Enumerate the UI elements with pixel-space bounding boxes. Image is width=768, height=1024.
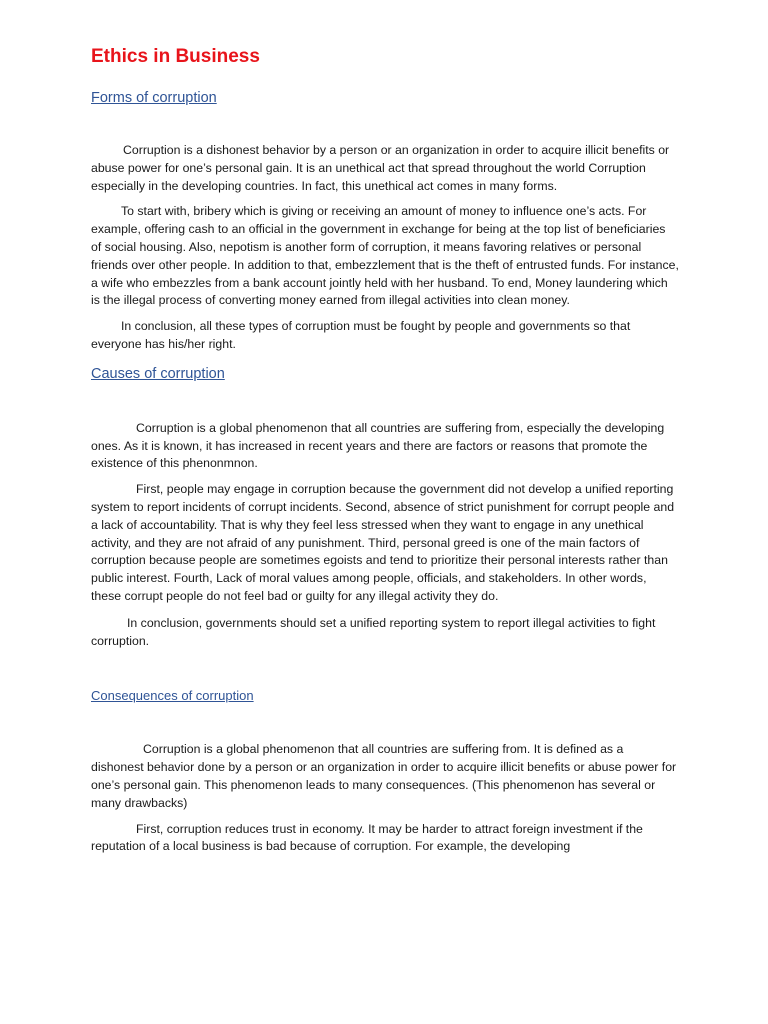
paragraph: Corruption is a global phenomenon that all countries are suffering from, especially the developing ones. As it is known, it has increased in recent years and there are factors or reasons that promote the existence of this phenonmnon. [91, 420, 665, 471]
section-heading-causes: Causes of corruption [91, 365, 225, 382]
section-heading-forms: Forms of corruption [91, 90, 217, 106]
document-title: Ethics in Business [91, 46, 260, 67]
paragraph: First, people may engage in corruption because the government did not develop a unified reporting system to report incidents of corrupt incidents. Second, absence of strict punishment for corrupt people and a lack of accountability. That is why they feel less stressed when they want to engage in any unethical activity, and they are not afraid of any punishment. Third, personal greed is one of the main factors of corruption because people are sometimes egoists and tend to prioritize their personal interests rather than public interest. Fourth, Lack of moral values among people, officials, and stakeholders. In other words, these corrupt people do not feel bad or guilty for any illegal activity they do. [91, 482, 675, 603]
section-heading-consequences: Consequences of corruption [91, 688, 254, 704]
paragraph: Corruption is a global phenomenon that all countries are suffering from. It is defined as a dishonest behavior done by a person or an organization in order to acquire illicit benefits or abuse power for one’s personal gain. This phenomenon leads to many consequences. (This phenomenon has several or many drawbacks) [91, 742, 677, 810]
paragraph: In conclusion, all these types of corruption must be fought by people and governments so that everyone has his/her right. [91, 319, 631, 351]
paragraph: To start with, bribery which is giving or receiving an amount of money to influence one’s acts. For example, offering cash to an official in the government in exchange for being at the top list of beneficiaries of social housing. Also, nepotism is another form of corruption, it means favoring relatives or personal friends over other people. In addition to that, embezzlement that is the theft of entrusted funds. For instance, a wife who embezzles from a bank account jointly held with her husband. To end, Money laundering which is the illegal process of converting money earned from illegal activities into clean money. [91, 204, 679, 308]
document-page [91, 44, 679, 856]
paragraph: Corruption is a dishonest behavior by a person or an organization in order to acquire illicit benefits or abuse power for one’s personal gain. It is an unethical act that spread throughout the world Corruption especially in the developing countries. In fact, this unethical act comes in many forms. [91, 143, 670, 193]
paragraph: In conclusion, governments should set a unified reporting system to report illegal activities to fight corruption. [91, 615, 656, 648]
paragraph: First, corruption reduces trust in economy. It may be harder to attract foreign investment if the reputation of a local business is bad because of corruption. For example, the developing [91, 821, 643, 854]
